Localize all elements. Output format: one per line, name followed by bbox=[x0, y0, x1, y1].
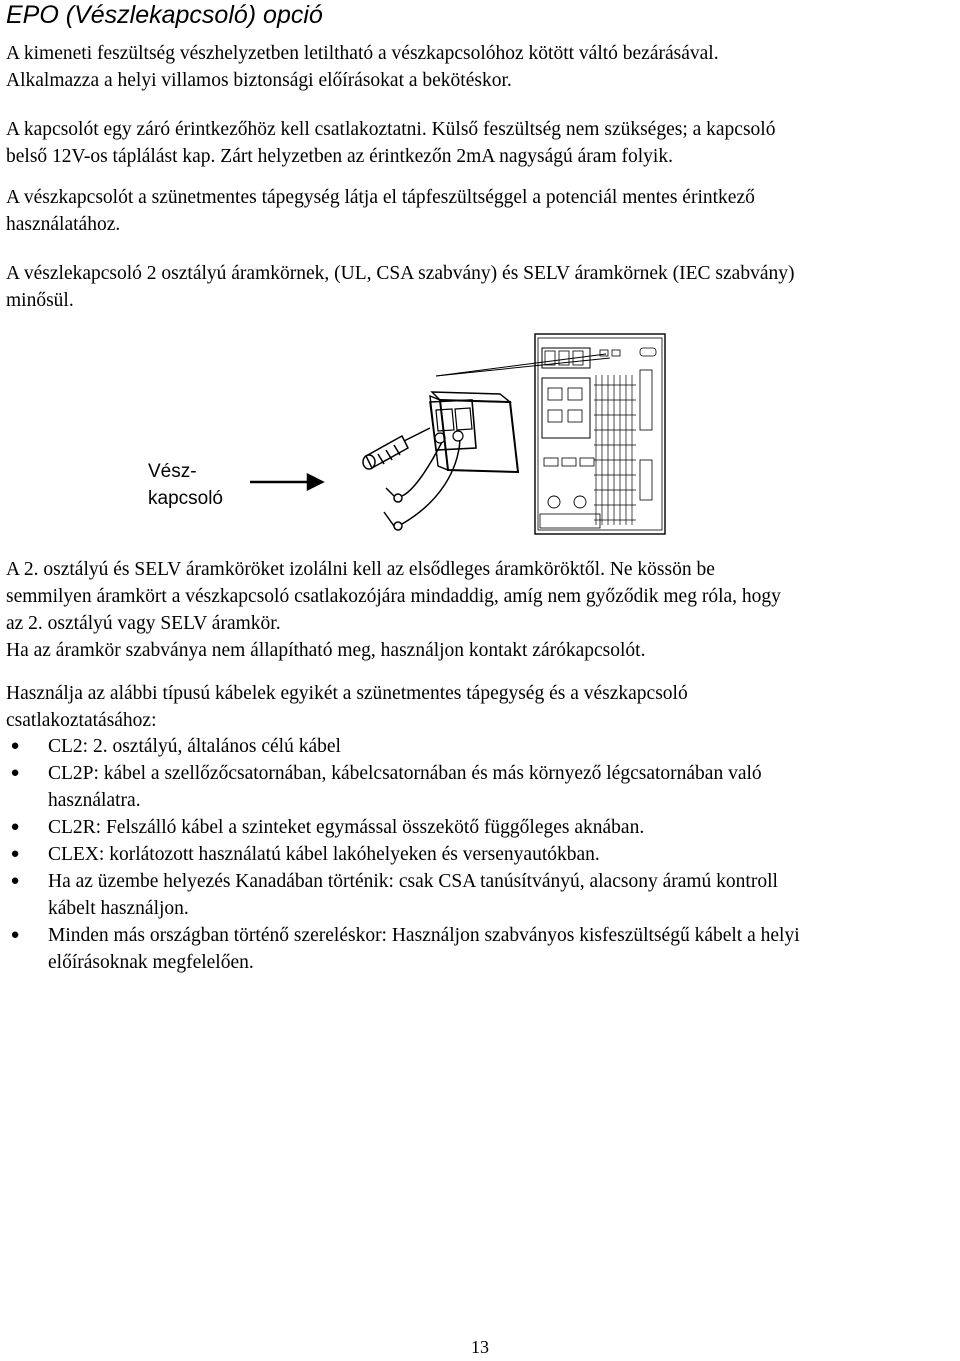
paragraph-intro bbox=[6, 40, 960, 94]
paragraph-supply bbox=[6, 184, 960, 238]
paragraph-line: Használja az alábbi típusú kábelek egyikét a szünetmentes tápegység és a vészkapcsoló bbox=[6, 683, 688, 704]
paragraph-line: csatlakoztatásához: bbox=[6, 710, 157, 731]
paragraph-line: A vészkapcsolót a szünetmentes tápegység látja el tápfeszültséggel a potenciál mentes érintkező bbox=[6, 187, 755, 208]
epo-connector-detail bbox=[430, 392, 518, 472]
list-item bbox=[6, 841, 960, 868]
list-item-text: előírásoknak megfelelően. bbox=[48, 952, 254, 973]
list-item-text: CL2P: kábel a szellőzőcsatornában, kábelcsatornában és más környező légcsatornában való bbox=[48, 763, 762, 784]
list-item-text: CLEX: korlátozott használatú kábel lakóhelyeken és versenyautókban. bbox=[48, 844, 600, 865]
page-title: EPO (Vészlekapcsoló) opció bbox=[6, 1, 323, 29]
epo-wiring-figure bbox=[140, 330, 670, 545]
paragraph-line: belső 12V-os táplálást kap. Zárt helyzetben az érintkezőn 2mA nagyságú áram folyik. bbox=[6, 146, 673, 167]
bullet-icon: ● bbox=[10, 846, 20, 862]
list-item-text: CL2: 2. osztályú, általános célú kábel bbox=[48, 736, 341, 757]
paragraph-line: A kimeneti feszültség vészhelyzetben letiltható a vészkapcsolóhoz kötött váltó bezárásával. bbox=[6, 43, 719, 64]
paragraph-line: minősül. bbox=[6, 290, 74, 311]
paragraph-line: A kapcsolót egy záró érintkezőhöz kell csatlakoztatni. Külső feszültség nem szükséges; a kapcsoló bbox=[6, 119, 776, 140]
paragraph-class bbox=[6, 260, 960, 314]
bullet-icon: ● bbox=[10, 819, 20, 835]
paragraph-cables bbox=[6, 680, 960, 734]
bullet-icon: ● bbox=[10, 873, 20, 889]
paragraph-line: A vészlekapcsoló 2 osztályú áramkörnek, (UL, CSA szabvány) és SELV áramkörnek (IEC szabvány) bbox=[6, 263, 795, 284]
list-item-text: kábelt használjon. bbox=[48, 898, 189, 919]
paragraph-line: A 2. osztályú és SELV áramköröket izolálni kell az elsődleges áramköröktől. Ne kössön be bbox=[6, 559, 715, 580]
paragraph-line: használatához. bbox=[6, 214, 121, 235]
list-item bbox=[6, 814, 960, 841]
arrow-icon bbox=[250, 475, 322, 489]
paragraph-line: Ha az áramkör szabványa nem állapítható meg, használjon kontakt zárókapcsolót. bbox=[6, 640, 646, 661]
list-item bbox=[6, 760, 960, 814]
paragraph-line: az 2. osztályú vagy SELV áramkör. bbox=[6, 613, 281, 634]
list-item bbox=[6, 733, 960, 760]
paragraph-isolation bbox=[6, 556, 960, 664]
bullet-icon: ● bbox=[10, 738, 20, 754]
list-item-text: használatra. bbox=[48, 790, 141, 811]
figure-label-line: Vész- bbox=[148, 461, 197, 482]
list-item bbox=[6, 868, 960, 922]
screwdriver-icon bbox=[363, 428, 430, 469]
figure-label-line: kapcsoló bbox=[148, 488, 223, 509]
paragraph-contact bbox=[6, 116, 960, 170]
bullet-icon: ● bbox=[10, 765, 20, 781]
emergency-switch-label bbox=[148, 458, 223, 512]
bullet-icon: ● bbox=[10, 927, 20, 943]
page-number: 13 bbox=[471, 1337, 489, 1357]
list-item-text: Minden más országban történő szereléskor: Használjon szabványos kisfeszültségű kábelt a helyi bbox=[48, 925, 800, 946]
paragraph-line: semmilyen áramkört a vészkapcsoló csatlakozójára mindaddig, amíg nem győződik meg róla, hogy bbox=[6, 586, 781, 607]
cable-type-list bbox=[6, 733, 960, 976]
list-item-text: Ha az üzembe helyezés Kanadában történik: csak CSA tanúsítványú, alacsony áramú kontroll bbox=[48, 871, 778, 892]
paragraph-line: Alkalmazza a helyi villamos biztonsági előírásokat a bekötéskor. bbox=[6, 70, 512, 91]
list-item bbox=[6, 922, 960, 976]
list-item-text: CL2R: Felszálló kábel a szinteket egymással összekötő függőleges aknában. bbox=[48, 817, 645, 838]
